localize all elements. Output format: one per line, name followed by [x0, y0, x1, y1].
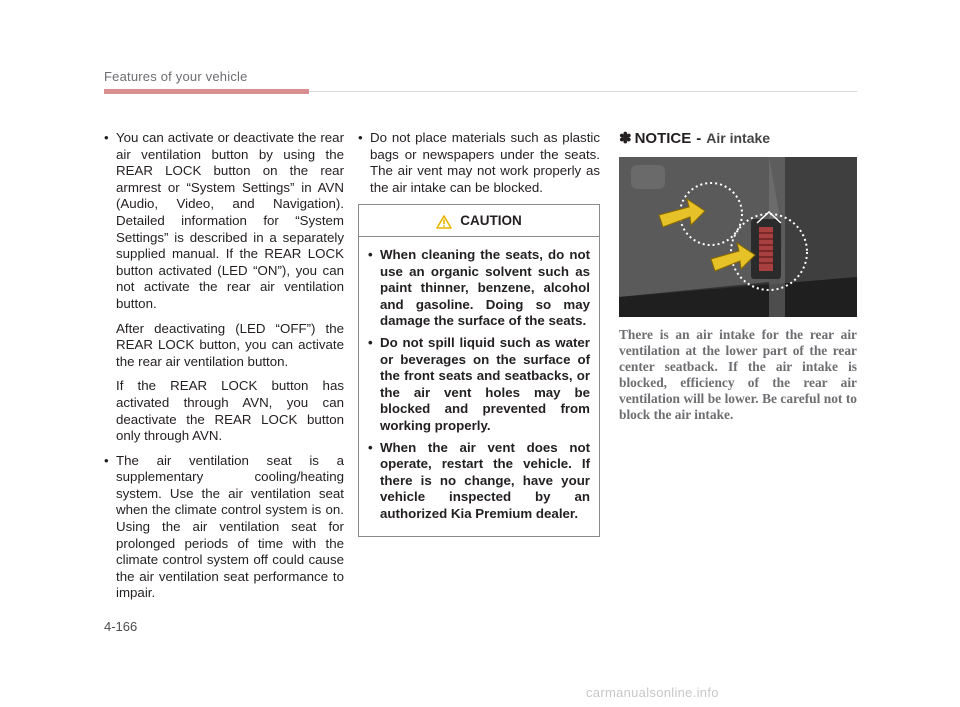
rear-seat-illustration — [619, 157, 857, 317]
caution-divider — [359, 236, 599, 237]
rear-lock-bullet: • You can activate or deactivate the rear air ventilation button by using the REAR LOCK button on the rear armrest or “System Settings” in AVN (Audio, Video, and Navigation). Detailed information for “System Settings” is described in a separately supplied manual. If the REAR LOCK button activated (LED “ON”), you can not activate the rear air ventilation button. — [104, 130, 344, 313]
materials-bullet: • Do not place materials such as plastic bags or newspapers under the seats. The air vent may not work properly as the air intake can be blocked. — [358, 130, 600, 196]
notice-star-icon: ✽ — [619, 130, 632, 147]
caution-item-restart: • When the air vent does not operate, restart the vehicle. If there is no change, have your vehicle inspected by an authorized Kia Premium dealer. — [368, 440, 590, 523]
notice-dash: - — [696, 130, 702, 147]
air-intake-grille — [759, 227, 773, 271]
caution-label: CAUTION — [460, 213, 522, 229]
air-intake-photo — [619, 157, 857, 317]
caution-item-cleaning: • When cleaning the seats, do not use an organic solvent such as paint thinner, benzene, alcohol and gasoline. Doing so may damage the surface of the seats. — [368, 247, 590, 330]
header-rule — [309, 91, 857, 92]
ventilation-seat-bullet: • The air ventilation seat is a supplementary cooling/heating system. Use the air ventilation seat when the climate control system is on. Using the air ventilation seat for prolonged periods of time with the climate control system off could cause the air ventilation seat performance to impair. — [104, 453, 344, 602]
header-title: Features of your vehicle — [104, 69, 248, 84]
caution-header — [368, 205, 590, 236]
notice-header — [619, 130, 857, 148]
caution-item-liquid: • Do not spill liquid such as water or beverages on the surface of the front seats and seatbacks, or the air vent holes may be blocked and prevented from working properly. — [368, 335, 590, 435]
header-accent-bar — [104, 89, 309, 94]
rear-lock-deactivate-paragraph: After deactivating (LED “OFF”) the REAR LOCK button, you can activate the rear air ventilation button. — [116, 320, 344, 369]
notice-body: There is an air intake for the rear air ventilation at the lower part of the rear center seatback. If the air intake is blocked, efficiency of the rear air ventilation will be lower. Be careful not to block the air intake. — [619, 326, 857, 422]
left-column — [104, 130, 344, 610]
middle-column — [358, 130, 600, 537]
watermark: carmanualsonline.info — [586, 685, 719, 700]
rear-lock-avn-paragraph: If the REAR LOCK button has activated through AVN, you can deactivate the REAR LOCK button only through AVN. — [116, 378, 344, 444]
notice-label: NOTICE — [634, 130, 692, 147]
page-number: 4-166 — [104, 619, 138, 634]
caution-box — [358, 204, 600, 537]
warning-triangle-icon — [436, 215, 452, 229]
right-column — [619, 130, 857, 423]
notice-subtitle: Air intake — [706, 130, 771, 146]
